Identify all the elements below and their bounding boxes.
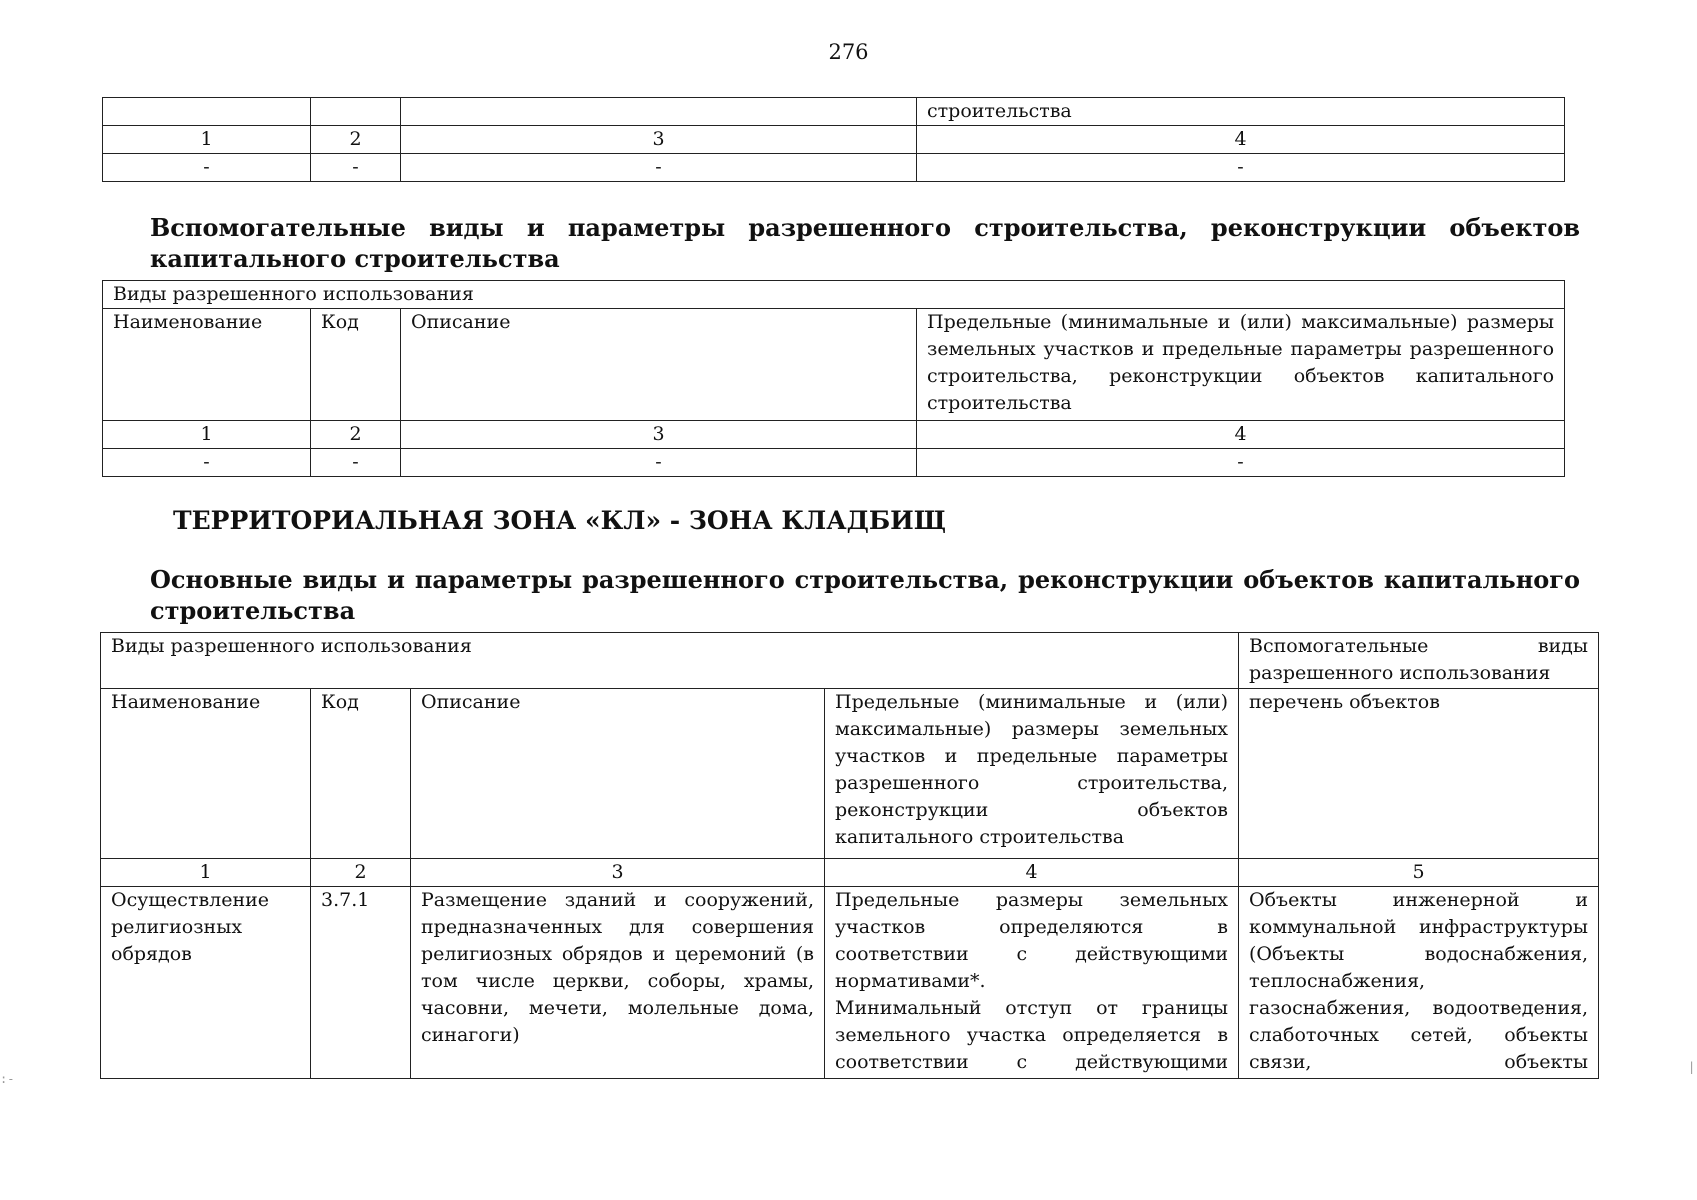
- text-line: (Объекты водоснабжения,: [1249, 943, 1589, 965]
- scan-margin-mark-right: |: [1688, 1060, 1696, 1074]
- text-line: земельного участка определяется в: [835, 1024, 1229, 1046]
- col-number: 5: [1239, 859, 1599, 887]
- dash-cell: -: [311, 154, 401, 182]
- col-number: 1: [103, 126, 311, 154]
- text-line: разрешенного использования: [1249, 662, 1551, 684]
- main-section-heading: Основные виды и параметры разрешенного строительства, реконструкции объектов капитального строительства: [150, 565, 1580, 625]
- text-line: участков определяются в: [835, 916, 1229, 938]
- text-line: реконструкции объектов: [835, 799, 1229, 821]
- text-line: Предельные (минимальные и (или) максимальные) размеры: [927, 311, 1555, 333]
- col-number: 2: [311, 859, 411, 887]
- table-row: [101, 859, 1599, 887]
- text-line: земельных участков и предельные параметры разрешенного: [927, 338, 1555, 360]
- table-row: [103, 309, 1565, 421]
- group-header: Виды разрешенного использования: [101, 633, 1239, 689]
- col-number: 4: [825, 859, 1239, 887]
- text-line: теплоснабжения,: [1249, 970, 1426, 992]
- text-line: соответствии с действующими: [835, 943, 1229, 965]
- text-line: нормативами*.: [835, 970, 986, 992]
- table-row: [103, 449, 1565, 477]
- dash-cell: -: [401, 154, 917, 182]
- row-name: [101, 887, 311, 1079]
- dash-cell: -: [103, 154, 311, 182]
- text-line: участков и предельные параметры: [835, 745, 1229, 767]
- col-header-code: Код: [311, 309, 401, 421]
- text-line: Предельные размеры земельных: [835, 889, 1229, 911]
- col-number: 3: [411, 859, 825, 887]
- col-header-name: Наименование: [101, 689, 311, 859]
- text-line: религиозных обрядов и церемоний (в: [421, 943, 814, 965]
- col-number: 2: [311, 421, 401, 449]
- row-objects: [1239, 887, 1599, 1079]
- col-header-name: Наименование: [103, 309, 311, 421]
- text-line: газоснабжения, водоотведения,: [1249, 997, 1589, 1019]
- text-line: обрядов: [111, 943, 192, 965]
- col-header-params: [917, 309, 1565, 421]
- text-line: соответствии с действующими: [835, 1051, 1229, 1073]
- text-line: Вспомогательные виды: [1249, 635, 1589, 657]
- table-row: [101, 689, 1599, 859]
- col-number: 4: [917, 126, 1565, 154]
- main-table: [100, 632, 1599, 1079]
- text-line: строительства: [927, 392, 1072, 414]
- text-line: коммунальной инфраструктуры: [1249, 916, 1589, 938]
- col-number: 3: [401, 126, 917, 154]
- table-row: [101, 887, 1599, 1079]
- col-number: 2: [311, 126, 401, 154]
- aux-header: [1239, 633, 1599, 689]
- text-line: часовни, мечети, молельные дома,: [421, 997, 814, 1019]
- zone-title: ТЕРРИТОРИАЛЬНАЯ ЗОНА «КЛ» - ЗОНА КЛАДБИЩ: [173, 506, 947, 535]
- text-line: строительства, реконструкции объектов капитального: [927, 365, 1555, 387]
- dash-cell: -: [917, 154, 1565, 182]
- continuation-cell: строительства: [917, 98, 1565, 126]
- text-line: том числе церкви, соборы, храмы,: [421, 970, 814, 992]
- col-number: 3: [401, 421, 917, 449]
- table-row: [103, 98, 1565, 126]
- col-number: 1: [103, 421, 311, 449]
- text-line: Предельные (минимальные и (или): [835, 691, 1229, 713]
- table-row: [101, 633, 1599, 689]
- text-line: религиозных: [111, 916, 243, 938]
- col-header-description: Описание: [401, 309, 917, 421]
- aux-table: [102, 280, 1565, 477]
- text-line: Размещение зданий и сооружений,: [421, 889, 814, 911]
- table-row: [103, 281, 1565, 309]
- table-row: [103, 154, 1565, 182]
- col-header-params: [825, 689, 1239, 859]
- page-number: 276: [828, 40, 869, 64]
- text-line: Минимальный отступ от границы: [835, 997, 1229, 1019]
- text-line: капитального строительства: [835, 826, 1125, 848]
- text-line: предназначенных для совершения: [421, 916, 814, 938]
- row-code: 3.7.1: [311, 887, 411, 1079]
- text-line: слаботочных сетей, объекты: [1249, 1024, 1589, 1046]
- table-row: [103, 421, 1565, 449]
- text-line: разрешенного строительства,: [835, 772, 1229, 794]
- col-header-description: Описание: [411, 689, 825, 859]
- dash-cell: -: [311, 449, 401, 477]
- dash-cell: -: [917, 449, 1565, 477]
- aux-section-heading: Вспомогательные виды и параметры разрешенного строительства, реконструкции объектов капитального строительства: [150, 213, 1580, 273]
- text-line: связи, объекты: [1249, 1051, 1589, 1073]
- scan-margin-mark-left: :-: [0, 1072, 15, 1086]
- text-line: максимальные) размеры земельных: [835, 718, 1229, 740]
- dash-cell: -: [103, 449, 311, 477]
- col-number: 1: [101, 859, 311, 887]
- continued-table: [102, 97, 1565, 182]
- table-row: [103, 126, 1565, 154]
- text-line: синагоги): [421, 1024, 520, 1046]
- dash-cell: -: [401, 449, 917, 477]
- text-line: Объекты инженерной и: [1249, 889, 1589, 911]
- group-header: Виды разрешенного использования: [103, 281, 1565, 309]
- text-line: Осуществление: [111, 889, 270, 911]
- col-number: 4: [917, 421, 1565, 449]
- row-params: [825, 887, 1239, 1079]
- col-header-code: Код: [311, 689, 411, 859]
- col-header-objects: перечень объектов: [1239, 689, 1599, 859]
- row-description: [411, 887, 825, 1079]
